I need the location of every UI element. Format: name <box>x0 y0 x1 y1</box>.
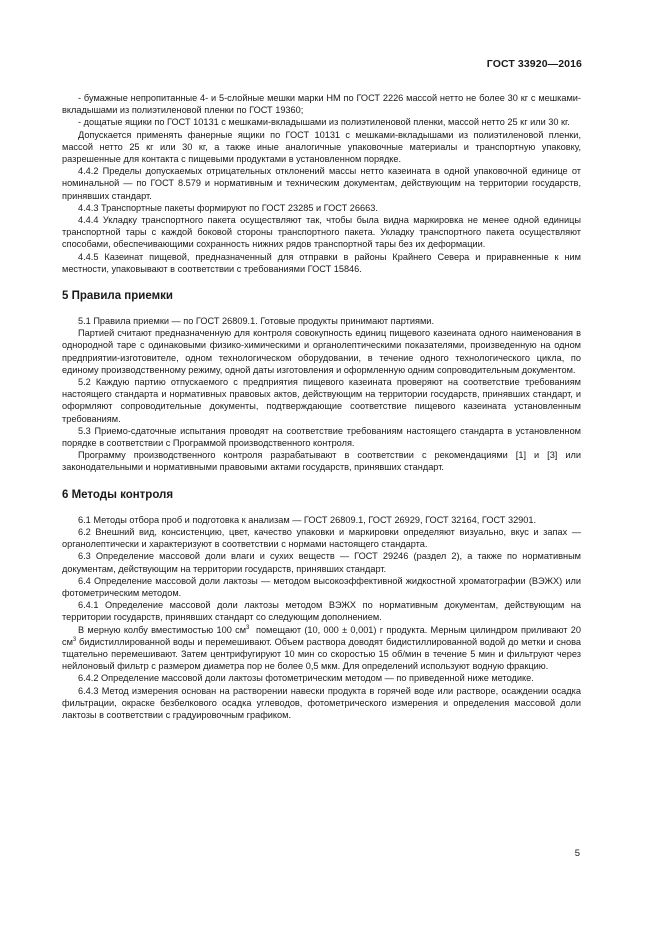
paragraph: 6.2 Внешний вид, консистенцию, цвет, качество упаковки и маркировки определяют визуально, вкус и запах — органолептически и характеризуют в соответствии с нормами настоящего стандарта. <box>62 526 581 550</box>
paragraph: 5.2 Каждую партию отпускаемого с предприятия пищевого казеината проверяют на соответствие требованиям настоящего стандарта и нормативных правовых актов, действующим на территории государств, принявших стандарт, и оформляют сопроводительные документы, подтверждающие соответствие пищевого казеината установленным требованиям. <box>62 377 581 424</box>
section-title-acceptance: 5 Правила приемки <box>62 290 173 303</box>
paragraph: 6.4.1 Определение массовой доли лактозы методом ВЭЖХ по нормативным документам, действующим на территории государств, принявших стандарт со следующим дополнением. <box>62 600 581 623</box>
paragraph: 4.4.2 Пределы допускаемых отрицательных отклонений массы нетто казеината в одной упаковочной единице от номинальной — по ГОСТ 8.579 и нормативным и техническим документам, действующим на территории государств, принявших стандарт. <box>62 166 581 201</box>
paragraph: 6.3 Определение массовой доли влаги и сухих веществ — ГОСТ 29246 (раздел 2), а также по нормативным документам, действующим на территории государств, принявших стандарт. <box>62 551 581 574</box>
section-title-control-methods: 6 Методы контроля <box>62 488 174 501</box>
superscript: 3 <box>72 636 77 643</box>
page-content <box>62 91 584 721</box>
paragraph: 6.4.3 Метод измерения основан на растворении навески продукта в горячей воде или растворе, осаждении осадка фильтрации, окраске безбелкового осадка углеводов, фотометрического измерения и определения массовой доли лактозы в соответствии с градуировочным графиком. <box>62 685 581 720</box>
paragraph: 6.1 Методы отбора проб и подготовка к анализам — ГОСТ 26809.1, ГОСТ 26929, ГОСТ 32164, ГОСТ 32901. <box>78 514 537 525</box>
paragraph: Партией считают предназначенную для контроля совокупность единиц пищевого казеината одного наименования в однородной таре с одинаковыми физико-химическими и органолептическими показателями, произведенную на одном предприятии-изготовителе, одном технологическом оборудовании, в течение одного технологического цикла, по единому производственному режиму, одной даты изготовления и оформленную одним сопроводительным документом. <box>62 328 581 375</box>
paragraph: 4.4.4 Укладку транспортного пакета осуществляют так, чтобы была видна маркировка не менее одной единицы транспортной тары с каждой боковой стороны транспортного пакета. Укладку транспортного пакета осуществляют способами, обеспечивающими сохранность нижних рядов транспортной тары без их деформации. <box>62 215 581 250</box>
paragraph: Программу производственного контроля разрабатывают в соответствии с рекомендациями [1] и [3] или законодательными и нормативными правовыми актами государств, принявших стандарт. <box>62 450 581 473</box>
paragraph: 6.4 Определение массовой доли лактозы — методом высокоэффективной жидкостной хроматографии (ВЭЖХ) или фотометрическим методом. <box>62 575 581 598</box>
superscript: 3 <box>246 624 250 631</box>
paragraph: 4.4.3 Транспортные пакеты формируют по ГОСТ 23285 и ГОСТ 26663. <box>78 202 378 213</box>
paragraph: - бумажные непропитанные 4- и 5-слойные мешки марки НМ по ГОСТ 2226 массой нетто не более 30 кг с мешками-вкладышами из полиэтиленовой пленки по ГОСТ 19360; <box>62 93 581 116</box>
paragraph: 5.3 Приемо-сдаточные испытания проводят на соответствие требованиям настоящего стандарта в установленном порядке в соответствии с Программой производственного контроля. <box>62 425 581 449</box>
paragraph: - дощатые ящики по ГОСТ 10131 с мешками-вкладышами из полиэтиленовой пленки, массой нетто 25 кг или 30 кг. <box>78 117 570 128</box>
page-number: 5 <box>574 848 580 859</box>
paragraph-flask-procedure <box>62 624 584 673</box>
paragraph: Допускается применять фанерные ящики по ГОСТ 10131 с мешками-вкладышами из полиэтиленовой пленки, массой нетто 25 кг или 30 кг, а также иные аналогичные упаковочные материалы и транспортную упаковку, разрешенные для контакта с пищевыми продуктами в установленном порядке. <box>62 129 581 165</box>
flask-text-part: бидистиллированной воды и перемешивают. Объем раствора доводят бидистиллированной водой до метки и снова тщательно перемешивают. Затем центрифугируют 10 мин со скоростью 15 об/мин в течение 5 мин и фильтруют через нейлоновый фильтр с размером диаметра пор не более 0,5 мкм. Для определений используют водную фракцию. <box>62 636 581 672</box>
flask-text-part: помещают (10, 000 ± 0,001) г продукта. Мерным цилиндром приливают 20 см <box>62 624 584 647</box>
paragraph: 5.1 Правила приемки — по ГОСТ 26809.1. Готовые продукты принимают партиями. <box>78 316 434 327</box>
paragraph: 6.4.2 Определение массовой доли лактозы фотометрическим методом — по приведенной ниже методике. <box>78 673 534 684</box>
document-header: ГОСТ 33920—2016 <box>486 58 582 70</box>
paragraph: 4.4.5 Казеинат пищевой, предназначенный для отправки в районы Крайнего Севера и приравненные к ним местности, упаковывают в соответствии с требованиями ГОСТ 15846. <box>62 251 581 274</box>
flask-text-part: В мерную колбу вместимостью 100 см <box>78 624 247 635</box>
